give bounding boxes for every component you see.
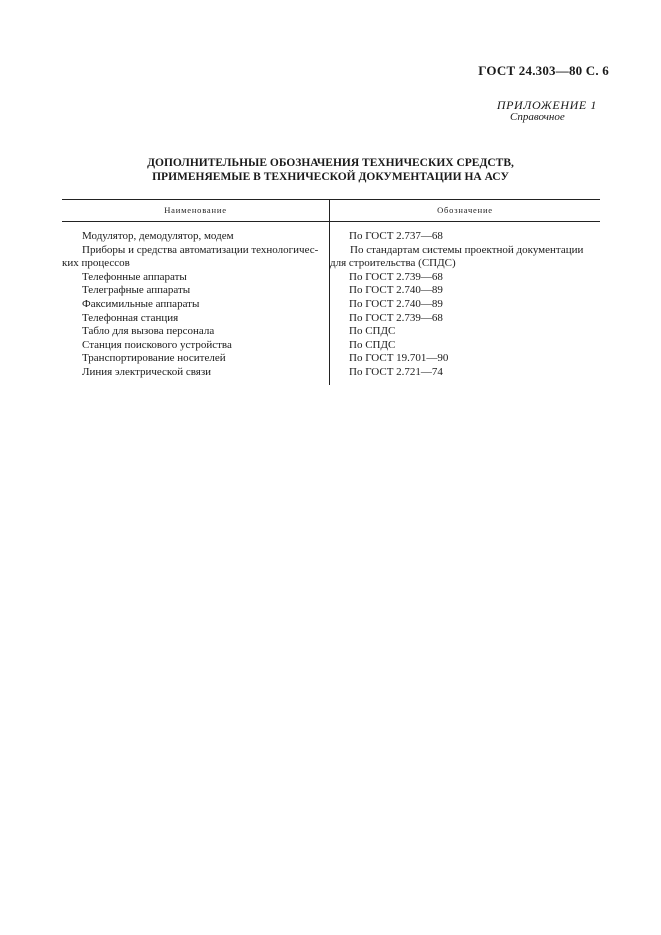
table-row — [62, 325, 600, 339]
table-row — [62, 339, 600, 353]
cell-name: Транспортирование носителей — [82, 352, 226, 365]
document-title — [0, 156, 661, 184]
appendix-type: Справочное — [510, 111, 565, 123]
cell-name: Модулятор, демодулятор, модем — [82, 230, 234, 242]
document-title-line-1: ДОПОЛНИТЕЛЬНЫЕ ОБОЗНАЧЕНИЯ ТЕХНИЧЕСКИХ СРЕДСТВ, — [147, 157, 514, 169]
table-row — [62, 284, 600, 298]
cell-designation: По СПДС — [349, 325, 396, 338]
page-header-doc-ref: ГОСТ 24.303—80 С. 6 — [478, 63, 609, 78]
document-title-line-2: ПРИМЕНЯЕМЫЕ В ТЕХНИЧЕСКОЙ ДОКУМЕНТАЦИИ НА АСУ — [152, 171, 509, 183]
cell-name-line-2: ких процессов — [62, 257, 130, 270]
table-row — [62, 312, 600, 326]
cell-designation-line-1: По стандартам системы проектной документации — [350, 243, 584, 256]
table-row — [62, 366, 600, 380]
cell-name: Факсимильные аппараты — [82, 297, 200, 310]
cell-designation: По ГОСТ 2.739—68 — [349, 311, 443, 324]
column-header-name: Наименование — [164, 205, 227, 215]
cell-designation-line-2: для строительства (СПДС) — [330, 257, 456, 270]
cell-designation: По СПДС — [349, 338, 396, 351]
table-row — [62, 271, 600, 285]
cell-name: Телефонная станция — [82, 311, 179, 324]
table-body — [62, 230, 600, 380]
table-row — [62, 244, 600, 271]
table-row — [62, 230, 600, 244]
cell-designation: По ГОСТ 2.740—89 — [349, 297, 443, 310]
cell-name — [62, 244, 329, 271]
appendix-label: ПРИЛОЖЕНИЕ 1 — [496, 98, 597, 112]
cell-name-line-1: Приборы и средства автоматизации технологичес- — [82, 243, 319, 256]
cell-designation: По ГОСТ 2.721—74 — [349, 365, 443, 378]
cell-name: Станция поискового устройства — [82, 338, 232, 351]
table-row — [62, 352, 600, 366]
cell-name: Телефонные аппараты — [82, 270, 187, 283]
cell-designation — [329, 244, 599, 271]
cell-designation: По ГОСТ 19.701—90 — [349, 352, 449, 365]
table-header-rule — [62, 221, 600, 222]
cell-name: Линия электрической связи — [82, 365, 212, 378]
cell-name: Табло для вызова персонала — [82, 325, 215, 338]
cell-designation: По ГОСТ 2.737—68 — [349, 230, 443, 242]
table-row — [62, 298, 600, 312]
cell-designation: По ГОСТ 2.740—89 — [349, 284, 443, 297]
column-header-designation: Обозначение — [437, 205, 493, 215]
table-top-rule — [62, 199, 600, 200]
cell-designation: По ГОСТ 2.739—68 — [349, 270, 443, 283]
cell-name: Телеграфные аппараты — [82, 284, 191, 297]
